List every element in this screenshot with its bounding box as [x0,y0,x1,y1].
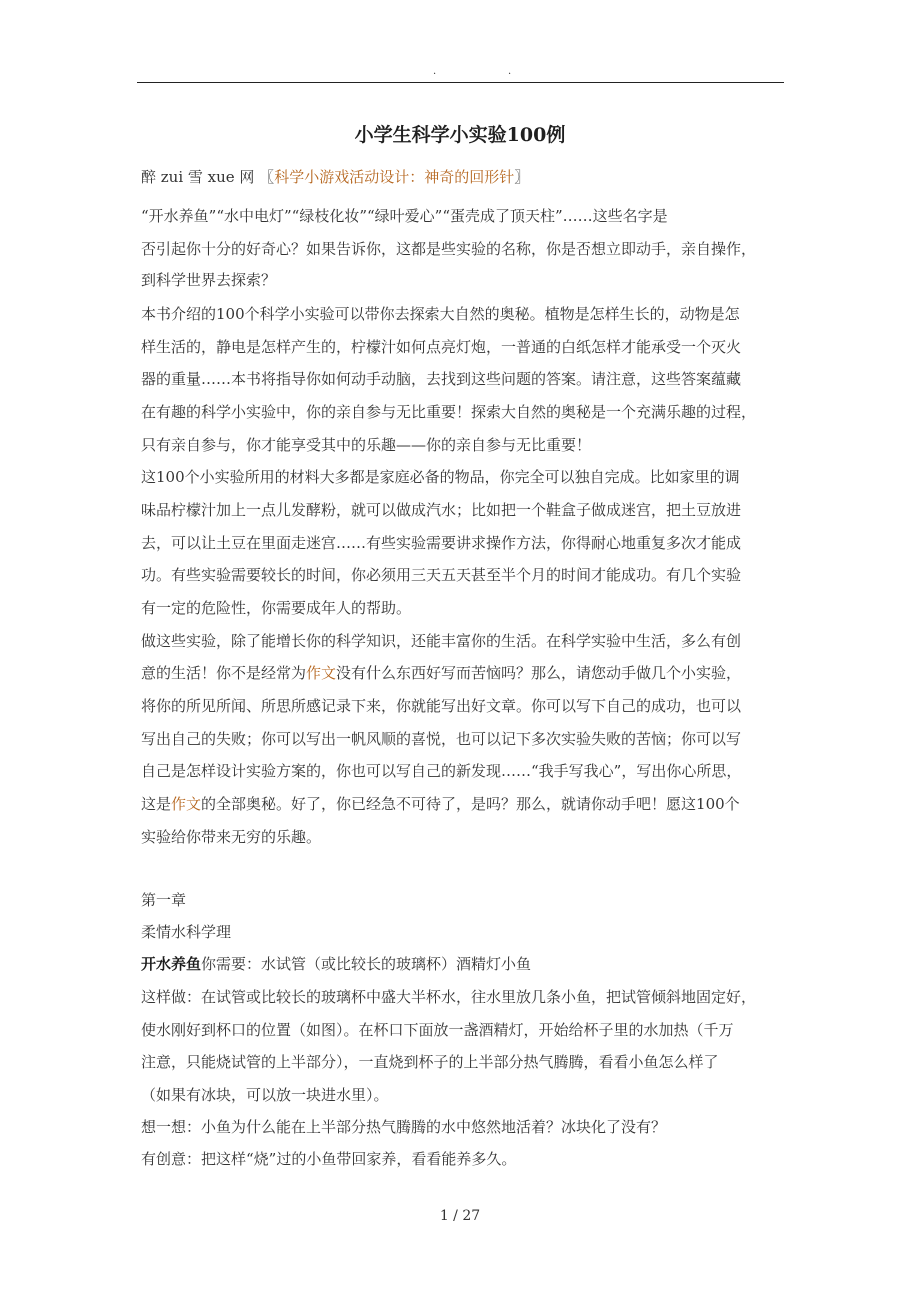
text-line [141,465,740,489]
page-number: 1 / 27 [439,1208,481,1224]
bracket-close: 〗 [514,168,530,186]
text-segment: 实验给你带来无穷的乐趣。 [141,828,322,846]
text-segment: 器的重量……本书将指导你如何动手动脑，去找到这些问题的答案。请注意，这些答案蕴藏 [141,370,742,388]
header-rule [137,82,784,83]
text-segment: 将你的所见所闻、所思所感记录下来，你就能写出好文章。你可以写下自己的成功，也可以 [141,697,742,715]
text-line [141,302,740,326]
header-dot-right: . [508,66,512,77]
text-segment: 本书介绍的100个科学小实验可以带你去探索大自然的奥秘。植物是怎样生长的，动物是怎 [141,305,740,323]
text-segment: 意的生活！你不是经常为 [141,664,307,682]
text-line [141,759,741,783]
text-segment: 去，可以让土豆在里面走迷宫……有些实验需要讲求操作方法，你得耐心地重复多次才能成 [141,534,742,552]
text-line [141,1018,734,1042]
text-segment: 写出自己的失败；你可以写出一帆风顺的喜悦，也可以记下多次实验失败的苦恼；你可以写 [141,730,742,748]
text-segment: 只有亲自参与，你才能享受其中的乐趣——你的亲自参与无比重要！ [141,436,592,454]
text-segment: （如果有冰块，可以放一块进水里）。 [141,1086,389,1104]
related-article-link[interactable]: 科学小游戏活动设计：神奇的回形针 [274,168,515,186]
text-segment: 功。有些实验需要较长的时间，你必须用三天五天甚至半个月的时间才能成功。有几个实验 [141,566,742,584]
text-line [141,1147,516,1171]
text-line [141,400,756,424]
text-segment: 到科学世界去探索？ [141,271,277,289]
header-dot-left: . [433,66,437,77]
text-segment: “开水养鱼”“水中电灯”“绿枝化妆”“绿叶爱心”“蛋壳成了顶天柱”……这些名字是 [141,207,668,225]
text-line [141,237,756,261]
text-segment: 第一章 [141,891,187,909]
text-line [141,498,741,522]
text-segment: 这样做：在试管或比较长的玻璃杯中盛大半杯水，往水里放几条小鱼，把试管倾斜地固定好， [141,988,757,1006]
text-segment: 有创意：把这样“烧”过的小鱼带回家养，看看能养多久。 [141,1150,517,1168]
text-segment: 味品柠檬汁加上一点儿发酵粉，就可以做成汽水；比如把一个鞋盒子做成迷宫，把土豆放进 [141,501,742,519]
text-segment: 没有什么东西好写而苦恼吗？那么，请您动手做几个小实验， [336,664,742,682]
text-segment: 在有趣的科学小实验中，你的亲自参与无比重要！探索大自然的奥秘是一个充满乐趣的过程， [141,403,757,421]
bracket-open: 〖 [259,168,275,186]
text-line [141,694,741,718]
document-title: 小学生科学小实验100例 [354,124,566,146]
text-line [141,204,668,228]
header-dots [0,66,920,78]
text-line [141,985,756,1009]
text-segment: 想一想：小鱼为什么能在上半部分热气腾腾的水中悠然地活着？冰块化了没有？ [141,1118,667,1136]
text-line [141,1083,389,1107]
text-line [141,792,740,816]
text-segment: 这100个小实验所用的材料大多都是家庭必备的物品，你完全可以独自完成。比如家里的调 [141,468,740,486]
text-line [141,1050,719,1074]
text-line [141,268,276,292]
text-segment: 柔情水科学理 [141,923,232,941]
text-line [141,888,186,912]
text-line [141,920,231,944]
text-segment: 有一定的危险性，你需要成年人的帮助。 [141,599,412,617]
text-line [141,629,741,653]
site-name: 醉 zui 雪 xue 网 [141,168,255,186]
experiment-title: 开水养鱼 [141,955,202,973]
text-line [141,1115,666,1139]
byline [141,165,529,189]
text-line [141,727,741,751]
text-segment: 注意，只能烧试管的上半部分），一直烧到杯子的上半部分热气腾腾，看看小鱼怎么样了 [141,1053,719,1071]
text-segment: 你需要：水试管（或比较长的玻璃杯）酒精灯小鱼 [201,955,532,973]
text-line [141,825,321,849]
text-segment: 否引起你十分的好奇心？如果告诉你，这都是些实验的名称，你是否想立即动手，亲自操作， [141,240,757,258]
essay-link[interactable]: 作文 [171,795,202,813]
text-segment: 做这些实验，除了能增长你的科学知识，还能丰富你的生活。在科学实验中生活，多么有创 [141,632,742,650]
text-line [141,335,741,359]
text-segment: 样生活的，静电是怎样产生的，柠檬汁如何点亮灯炮，一普通的白纸怎样才能承受一个灭火 [141,338,742,356]
text-line [141,563,741,587]
essay-link[interactable]: 作文 [306,664,337,682]
text-line [141,596,411,620]
text-segment: 这是 [141,795,172,813]
text-line [141,367,741,391]
text-line [141,661,741,685]
text-segment: 使水刚好到杯口的位置（如图）。在杯口下面放一盏酒精灯，开始给杯子里的水加热（千万 [141,1021,734,1039]
text-line [141,531,741,555]
text-segment: 的全部奥秘。好了，你已经急不可待了，是吗？那么，就请你动手吧！愿这100个 [201,795,740,813]
text-segment: 自己是怎样设计实验方案的，你也可以写自己的新发现……“我手写我心”，写出你心所思， [141,762,742,780]
text-line [141,433,591,457]
text-line [141,952,531,976]
